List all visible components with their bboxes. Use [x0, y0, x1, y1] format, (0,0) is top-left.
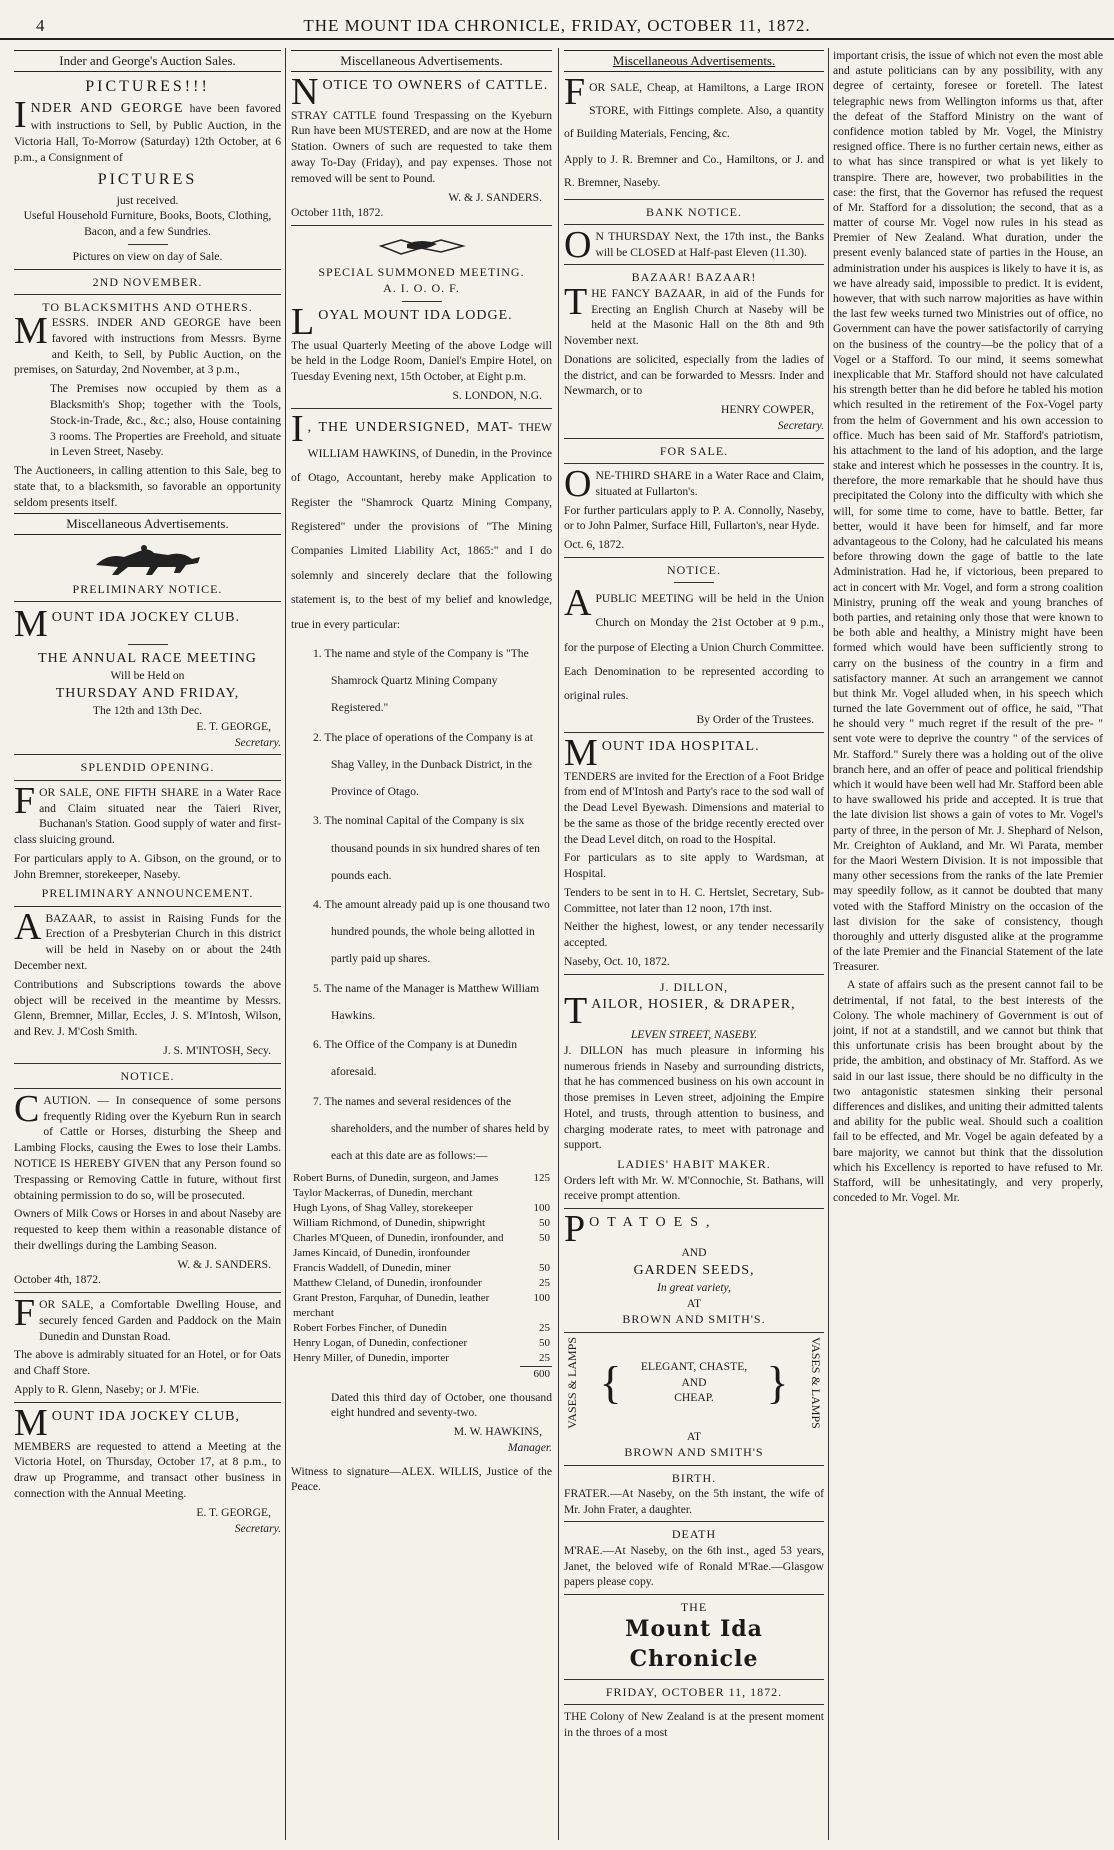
vases-lamps-ad	[564, 1337, 824, 1429]
shareholder-name: Francis Waddell, of Dunedin, miner	[293, 1262, 451, 1275]
list-item: 1. The name and style of the Company is "The Shamrock Quartz Mining Company Registered."	[313, 646, 529, 715]
drop-cap: I	[291, 407, 304, 450]
nameplate-the: THE	[680, 1600, 708, 1615]
column-3	[564, 48, 824, 1840]
ad-body: PUBLIC MEETING will be held in the Union Church on Monday the 21st October at 9 p.m., for the purpose of Electing a Union Church Committee. Each Denomination to be represented according to original rules.	[564, 592, 824, 703]
signature: M. W. HAWKINS,	[453, 1425, 542, 1439]
ad-text: Pictures on view on day of Sale.	[72, 249, 223, 263]
ad-title: , THE UNDERSIGNED, MAT-	[307, 419, 514, 435]
brace-left: {	[599, 1356, 622, 1408]
ad-side-text: VASES & LAMPS	[565, 1336, 579, 1429]
table-row	[291, 1171, 552, 1201]
ad-heading: TO BLACKSMITHS AND OTHERS.	[42, 299, 253, 314]
drop-cap: M	[564, 731, 598, 774]
section-header: Miscellaneous Advertisements.	[564, 50, 824, 72]
shareholder-name: Grant Preston, Farquhar, of Dunedin, leather merchant	[293, 1291, 490, 1319]
shareholder-name: Robert Burns, of Dunedin, surgeon, and James Taylor Mackerras, of Dunedin, merchant	[293, 1172, 499, 1200]
ad-side-text: VASES & LAMPS	[809, 1336, 823, 1429]
masthead	[0, 16, 1114, 40]
list-item: 7. The names and several residences of the shareholders, and the number of shares held by each at this date are as follows:—	[313, 1094, 550, 1163]
ad-heading: PRELIMINARY NOTICE.	[72, 582, 223, 597]
ad-text: AND	[681, 1246, 707, 1260]
ad-text: Orders left with Mr. W. M'Connochie, St. Bathans, will receive prompt attention.	[564, 1173, 824, 1203]
editorial-date: FRIDAY, OCTOBER 11, 1872.	[605, 1685, 783, 1700]
shareholder-name: Henry Logan, of Dunedin, confectioner	[293, 1336, 468, 1349]
ad-subheading: PICTURES	[97, 170, 198, 188]
drop-cap: F	[564, 70, 586, 113]
ad-text: Contributions and Subscriptions towards the above object will be received in the meantime by Messrs. Glenn, Bremner, Millar, Eccles, J. S. M'Intosh, Wilson, and Rev. J. M'Cosh Smith.	[14, 977, 281, 1039]
drop-cap: T	[564, 990, 588, 1033]
table-row	[291, 1351, 552, 1366]
ad-body: have been favored with instructions to Sell, by Public Auction, in the Victoria Hall, To-Morrow (Saturday) 12th October, at 6 p.m., a Consignment of	[14, 102, 281, 164]
ad-text: For particulars as to site apply to Wardsman, at Hospital.	[564, 851, 824, 881]
shareholder-name: Hugh Lyons, of Shag Valley, storekeeper	[293, 1202, 473, 1215]
drop-cap: A	[564, 582, 592, 625]
ad-body: The usual Quarterly Meeting of the above Lodge will be held in the Lodge Room, Daniel's Empire Hotel, on Tuesday Evening next, 15th October, at Eight p.m.	[291, 338, 552, 384]
ad-subheading: LADIES' HABIT MAKER.	[617, 1157, 771, 1172]
section-header: Inder and George's Auction Sales.	[14, 50, 281, 72]
share-count: 125	[533, 1172, 550, 1185]
column-4	[833, 48, 1103, 1840]
ad-title: AILOR, HOSIER, & DRAPER,	[591, 997, 796, 1013]
auction-ad-blacksmith	[14, 310, 281, 510]
ad-title: OYAL MOUNT IDA LODGE.	[318, 307, 513, 323]
share-count: 25	[539, 1276, 550, 1289]
ad-heading: BROWN AND SMITH'S.	[622, 1312, 766, 1327]
ad-body: BAZAAR, to assist in Raising Funds for the Erection of a Presbyterian Church in this district will be held in Naseby on or about the 24th December next.	[14, 911, 281, 972]
shareholder-table	[291, 1171, 552, 1381]
ad-text: Dated this third day of October, one thousand eight hundred and seventy-two.	[331, 1390, 552, 1420]
ad-centre	[641, 1359, 747, 1406]
notice-heading: DEATH	[671, 1527, 717, 1542]
table-row	[291, 1336, 552, 1351]
signature: E. T. GEORGE,	[196, 1505, 271, 1519]
column-rule	[558, 48, 559, 1840]
birth-notice: FRATER.—At Naseby, on the 5th instant, the wife of Mr. John Frater, a daughter.	[564, 1486, 824, 1516]
signature: By Order of the Trustees.	[696, 712, 814, 726]
ad-text: just received.	[116, 193, 179, 207]
ad-heading: BAZAAR! BAZAAR!	[631, 270, 757, 285]
ad-heading: J. DILLON,	[659, 979, 729, 994]
signature-title: Manager.	[507, 1440, 552, 1454]
drop-cap: F	[14, 1292, 36, 1335]
drop-cap: C	[14, 1087, 40, 1130]
share-count: 50	[539, 1262, 550, 1275]
signature: S. LONDON, N.G.	[452, 388, 542, 402]
ad-body: OR SALE, ONE FIFTH SHARE in a Water Race and Claim situated near the Taieri River, Buchanan's Station. Good supply of water and first-class sluicing ground.	[14, 785, 281, 847]
ad-text: For particulars apply to A. Gibson, on the ground, or to John Bremner, storekeeper, Naseby.	[14, 851, 281, 881]
ad-text: The Premises now occupied by them as a Blacksmith's Shop; together with the Tools, Stock-in-Trade, &c., &c.; also, House containing 3 rooms. The Properties are Freehold, and situate in Leven Street, Naseby.	[50, 382, 281, 459]
witness-text: Witness to signature—ALEX. WILLIS, Justice of the Peace.	[291, 1464, 552, 1494]
ad-body: STRAY CATTLE found Trespassing on the Kyeburn Run have been MUSTERED, and are now at the Home Station. Owners of such are requested to take them away To-Day (Friday), and pay expenses. Those not removed will be sent to Pound.	[291, 108, 552, 185]
signature-title: Secretary.	[234, 735, 281, 749]
shareholder-name: Charles M'Queen, of Dunedin, ironfounder, and James Kincaid, of Dunedin, ironfounder	[293, 1232, 504, 1260]
ad-heading: SPLENDID OPENING.	[80, 760, 215, 775]
ad-body: MEMBERS are requested to attend a Meeting at the Victoria Hotel, on Thursday, October 17, at 8 p.m., to draw up Programme, and transact other business in connection with the Annual Meeting.	[14, 1439, 281, 1500]
editorial-lead: THE Colony of New Zealand is at the present moment in the throes of a most	[564, 1710, 824, 1740]
signature: W. & J. SANDERS.	[177, 1257, 271, 1271]
shareholder-name: William Richmond, of Dunedin, shipwright	[293, 1217, 486, 1230]
ad-heading: NOTICE.	[667, 562, 721, 577]
ad-heading: GARDEN SEEDS,	[633, 1262, 755, 1278]
ad-lead: NDER AND GEORGE	[30, 101, 184, 117]
ad-text: AT	[686, 1429, 702, 1443]
drop-cap: A	[14, 905, 42, 948]
ad-text: Donations are solicited, especially from the ladies of the district, and can be forwarded to Messrs. Inder and Newmarch, or to	[564, 352, 824, 398]
ad-body: J. DILLON has much pleasure in informing his numerous friends in Naseby and surrounding districts, that he has commenced business on his own account in those premises in Leven street, adjoining the Empire Hotel, and trusts, through attention to business, and charging moderate rates, to meet with patronage and support.	[564, 1043, 824, 1152]
drop-cap: P	[564, 1208, 586, 1251]
ad-text: Apply to J. R. Bremner and Co., Hamiltons, or J. and R. Bremner, Naseby.	[564, 153, 824, 190]
ad-date: Naseby, Oct. 10, 1872.	[564, 955, 670, 969]
ad-title: OUNT IDA HOSPITAL.	[601, 738, 760, 754]
share-count: 25	[539, 1321, 550, 1334]
table-row	[291, 1291, 552, 1321]
ad-body: OR SALE, Cheap, at Hamiltons, a Large IRON STORE, with Fittings complete. Also, a quantity of Building Materials, Fencing, &c.	[564, 80, 824, 141]
page-number: 4	[36, 16, 45, 35]
brace-right: }	[766, 1356, 789, 1408]
ad-text: The above is admirably situated for an Hotel, or for Oats and Chaff Store.	[14, 1348, 281, 1378]
ad-heading: PICTURES!!!	[85, 77, 210, 95]
ad-body: NE-THIRD SHARE in a Water Race and Claim, situated at Fullarton's.	[595, 468, 824, 498]
ad-heading: SPECIAL SUMMONED MEETING.	[318, 265, 525, 280]
drop-cap: N	[291, 70, 319, 113]
section-header: Miscellaneous Advertisements.	[14, 513, 281, 535]
ad-subheading: LEVEN STREET, NASEBY.	[630, 1028, 758, 1042]
ad-body: N THURSDAY Next, the 17th inst., the Banks will be CLOSED at Half-past Eleven (11.30).	[595, 229, 824, 259]
shareholder-name: Robert Forbes Fincher, of Dunedin	[293, 1321, 447, 1334]
column-2	[291, 48, 552, 1840]
share-count: 100	[533, 1202, 550, 1215]
ad-text: Apply to R. Glenn, Naseby; or J. M'Fie.	[14, 1382, 200, 1396]
drop-cap: T	[564, 280, 588, 323]
list-item: 3. The nominal Capital of the Company is six thousand pounds in six hundred shares of ten pounds each.	[313, 814, 540, 882]
drop-cap: M	[14, 1401, 48, 1444]
table-row	[291, 1321, 552, 1336]
ad-text: Useful Household Furniture, Books, Boots, Clothing, Bacon, and a few Sundries.	[23, 209, 272, 239]
ad-title: OTATOES,	[589, 1215, 718, 1231]
auction-ad-pictures	[14, 94, 281, 264]
ad-text: In great variety,	[657, 1280, 731, 1294]
share-count: 25	[539, 1351, 550, 1364]
ad-title: OUNT IDA JOCKEY CLUB.	[51, 610, 241, 626]
ad-body: HE FANCY BAZAAR, in aid of the Funds for Erecting an English Church at Naseby will be held at the Masonic Hall on the 8th and 9th November next.	[564, 286, 824, 348]
share-count: 50	[539, 1217, 550, 1230]
drop-cap: M	[14, 603, 48, 646]
column-rule	[828, 48, 829, 1840]
editorial-paragraph: A state of affairs such as the present cannot fail to be detrimental, if not fatal, to the best interests of the Colony. The whole machinery of Government is out of joint, if not at a standstill, and we cannot but think that this unfortunate crisis has been brought about by the pride, the ambition, and obstinacy of Mr. Stafford. As we said in our last issue, there should be no difficulty in the two antagonistic statesmen sinking their personal differences and dislikes, and uniting their admitted talents and ability for the public weal. Should such a coalition fail to be effected, and Mr. Vogel be again defeated by a bare majority, we cannot but think that the dissolution which his Excellency is reported to have refused to Mr. Stafford, will be unhesitatingly, and very properly, conceded to Mr. Vogel. Mr.	[833, 978, 1103, 1205]
table-row	[291, 1201, 552, 1216]
share-count: 100	[533, 1291, 550, 1304]
shareholder-name: Henry Miller, of Dunedin, importer	[293, 1351, 449, 1364]
list-item: 5. The name of the Manager is Matthew William Hawkins.	[313, 981, 540, 1022]
declaration-list	[291, 640, 552, 1169]
ad-text: The 12th and 13th Dec.	[92, 704, 203, 718]
ad-title: OTICE TO OWNERS of CATTLE.	[322, 77, 549, 93]
ad-text: CHEAP.	[674, 1391, 714, 1405]
column-1	[14, 48, 281, 1840]
list-item: 2. The place of operations of the Company is at Shag Valley, in the Dunback District, in the Province of Otago.	[313, 730, 534, 799]
ad-title: OUNT IDA JOCKEY CLUB,	[51, 1408, 241, 1424]
signature: HENRY COWPER,	[721, 403, 814, 417]
ad-body: THEW WILLIAM HAWKINS, of Dunedin, in the Province of Otago, Accountant, hereby make Application to Register the "Shamrock Quartz Mining Company, Registered" under the provisions of "The Mining Companies Limited Liability Act, 1865:" and I do solemnly and sincerely declare that the following statement is, to the best of my belief and knowledge, true in every particular:	[291, 420, 552, 631]
nameplate: Mount Ida Chronicle	[625, 1616, 763, 1673]
ad-heading: THURSDAY AND FRIDAY,	[55, 686, 240, 702]
signature: J. S. M'INTOSH, Secy.	[163, 1043, 271, 1057]
ad-text: Will be Held on	[110, 669, 185, 683]
signature: E. T. GEORGE,	[196, 719, 271, 733]
share-count: 50	[539, 1336, 550, 1349]
ad-text: Tenders to be sent in to H. C. Hertslet, Secretary, Sub-Committee, not later than 12 noon, 17th inst.	[564, 885, 824, 915]
list-item: 6. The Office of the Company is at Dunedin aforesaid.	[313, 1038, 518, 1079]
drop-cap: L	[291, 300, 315, 343]
ad-heading: BROWN AND SMITH'S	[624, 1445, 764, 1460]
ad-text: ELEGANT, CHASTE,	[640, 1359, 748, 1373]
ad-text: AND	[681, 1375, 707, 1389]
ad-text: For further particulars apply to P. A. Connolly, Naseby, or to John Palmer, Surface Hill, Fullarton's, near Hyde.	[564, 503, 824, 533]
shareholder-name: Matthew Cleland, of Dunedin, ironfounder	[293, 1276, 482, 1289]
ad-date: Oct. 6, 1872.	[564, 538, 625, 552]
drop-cap: F	[14, 779, 36, 822]
ad-body: AUTION. — In consequence of some persons frequently Riding over the Kyeburn Run in search of Cattle or Horses, disturbing the Sheep and Lambing Flocks, causing the Ewes to lose their Lambs. NOTICE IS HEREBY GIVEN that any Person found so Trespassing or Removing Cattle in future, without first obtaining permission to do so, will be prosecuted.	[14, 1093, 281, 1202]
signature-title: Secretary.	[777, 418, 824, 432]
table-row	[291, 1276, 552, 1291]
share-total: 600	[520, 1366, 552, 1381]
page-headline: THE MOUNT IDA CHRONICLE, FRIDAY, OCTOBER 11, 1872.	[303, 16, 811, 35]
table-row	[291, 1231, 552, 1261]
ad-text: Owners of Milk Cows or Horses in and about Naseby are requested to keep them within a reasonable distance of their dwellings during the Lambing Season.	[14, 1207, 281, 1252]
ad-body: ESSRS. INDER AND GEORGE have been favored with instructions from Messrs. Byrne and Keith, to Sell, by Public Auction, on the premises, on Saturday, 2nd November, at 3 p.m.,	[14, 316, 281, 377]
drop-cap: M	[14, 310, 48, 353]
ad-text: Neither the highest, lowest, or any tender necessarily accepted.	[564, 920, 824, 950]
notice-heading: BIRTH.	[671, 1470, 717, 1485]
table-row	[291, 1216, 552, 1231]
ad-heading: FOR SALE.	[659, 443, 729, 458]
ad-body: OR SALE, a Comfortable Dwelling House, and securely fenced Garden and Paddock on the Main Dunedin and Dunstan Road.	[39, 1298, 281, 1343]
handshake-icon	[377, 230, 467, 262]
signature-title: Secretary.	[234, 1521, 281, 1535]
drop-cap: I	[14, 94, 27, 137]
ad-subheading: A. I. O. O. F.	[383, 281, 460, 296]
ad-heading: NOTICE.	[120, 1068, 175, 1083]
ad-heading: 2ND NOVEMBER.	[92, 274, 203, 289]
ad-body: TENDERS are invited for the Erection of a Foot Bridge from end of M'Intosh and Party's race to the sod wall of the Dead Level Byewash. Dimensions and material to be the same as those of the bridge recently erected over the Dead Level ditch, on road to the Hospital.	[564, 769, 824, 846]
drop-cap: O	[564, 223, 592, 266]
ad-heading: THE ANNUAL RACE MEETING	[38, 651, 257, 667]
table-total-row	[291, 1366, 552, 1381]
ad-text: AT	[686, 1296, 702, 1310]
drop-cap: O	[564, 462, 592, 505]
editorial-paragraph: important crisis, the issue of which not even the most able and astute politicians can by any possibility, with any degree of certainty, foresee or foretell. The latest telegraphic news from Wellington informs us that, after the defeat of the Stafford Ministry on the want of confidence motion tabled by Mr. Vogel, the Ministry resigned office. There is no further certain news, either as to what has since transpired or what is yet likely to transpire. There are, however, two probabilities in the case: the first, that the Governor has refused the request of Mr. Stafford for a dissolution; the second, that as a matter of course Mr. Vogel now rules in his stead as Premier of New Zealand. What duration, under the present evenly balanced state of parties in the House, an administration under his auspices is likely to have it is, as we have already said, impossible to predict. It is evident, however, that with such narrow majorities as have within the last few weeks turned two Ministries out of office, no Government can have the power satisfactorily of carrying on the business of the country—be the policy that of a Vogel or a Stafford. To our mind, it seems somewhat inexplicable that Mr. Stafford should not have calculated his strength better than he did before he tabled his motion which resulted in the retirement of the Fox-Vogel party from the helm of Government and his own accession to office. Much has been said of Mr. Stafford's patriotism, his attachment to the land of his adoption, and the large stake and interest which he possesses in the country. It is, therefore, the more remarkable that he should have thus precipitated the Colony into the difficulty with which she will, for some time to come, have to battle. Better, far better, would it have been for himself, and far more advantageous to the Colony, had he calculated his means before throwing down the gage of battle to the late Administration. Had he, if victorious, been prepared to act in concert with Mr. Vogel, and form a strong coalition Ministry, pruning off the weak and young branches of both parties, and retaining only those that were known to be both able and healthy, a Ministry might have been formed which would have been sufficiently strong to carry on the business of the country in a firm and satisfactory manner. At such an arrangement we cannot but think Mr. Vogel alluded when, in his speech which turned the late Government out of office, he said, "That he should very " much regret if the result of the pre- " sent vote were to deprive the country " of the services of Mr. Stafford." Surely there was a holding out of the olive branch here, and an offer of peace and political friendship which it would have been well had Mr. Stafford been able to have swallowed his pride and accepted. It is true that the late division list shows a gain of votes to Mr. Vogel's party of three, in the person of Mr. J. Shephard of Nelson, Mr. Creighton of Aukland, and Mr. Wi Parata, member for the Maori Western Division. It is not impossible that many other secessions from the ranks of the late Premier may speedily follow, as it cannot be doubted that many voted with the Stafford Ministry on the occasion of the last division for the sake of consistency, though thoroughly and utterly disgusted alike at the programme of the late Premier and the Financial Statement of the late Treasurer.	[833, 49, 1103, 974]
list-item: 4. The amount already paid up is one thousand two hundred pounds, the whole being allotted in partly paid up shares.	[313, 897, 550, 966]
ad-heading: PRELIMINARY ANNOUNCEMENT.	[41, 886, 254, 901]
ad-date: October 11th, 1872.	[291, 206, 384, 220]
racehorse-icon	[88, 539, 208, 579]
ad-heading: BANK NOTICE.	[646, 204, 742, 219]
jockey-club-ad	[14, 603, 281, 750]
signature: W. & J. SANDERS.	[448, 190, 542, 204]
table-row	[291, 1261, 552, 1276]
death-notice: M'RAE.—At Naseby, on the 6th inst., aged 53 years, Janet, the beloved wife of Ronald M'Rae.—Glasgow papers please copy.	[564, 1543, 824, 1589]
column-rule	[285, 48, 286, 1840]
section-header: Miscellaneous Advertisements.	[291, 50, 552, 72]
share-count: 50	[539, 1232, 550, 1245]
ad-text: The Auctioneers, in calling attention to this Sale, beg to state that, to a blacksmith, so favorable an opportunity seldom presents itself.	[14, 464, 281, 509]
ad-date: October 4th, 1872.	[14, 1273, 101, 1287]
